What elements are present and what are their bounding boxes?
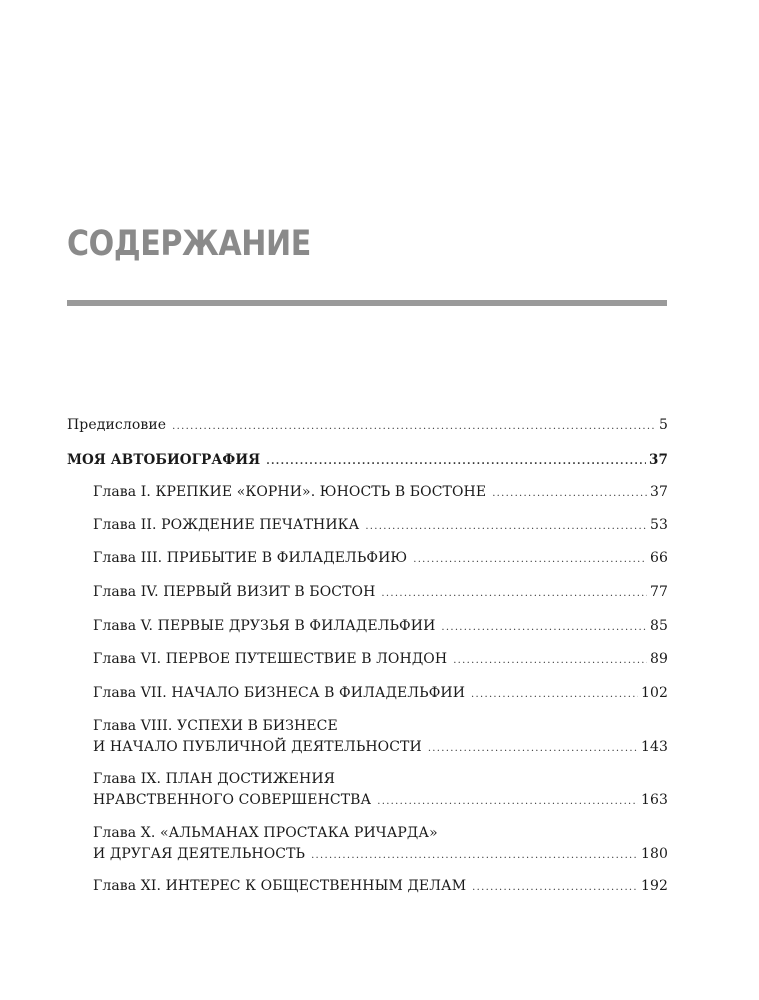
dot-leader [472,878,638,898]
toc-entry-page: 5 [658,417,668,433]
toc-entry-chapter-5[interactable] [93,616,668,638]
dot-leader [492,484,647,504]
toc-entry-page: 37 [649,484,668,500]
toc-entry-title: Глава II. РОЖДЕНИЕ ПЕЧАТНИКА [93,517,360,533]
toc-entry-chapter-10[interactable] [93,823,668,866]
dot-leader [266,452,646,472]
toc-entry-page: 102 [640,685,668,701]
toc-entry-page: 53 [649,517,668,533]
toc-entry-page: 37 [649,452,668,468]
toc-entry-title-line-2: И ДРУГАЯ ДЕЯТЕЛЬНОСТЬ [93,846,306,862]
toc-entry-chapter-1[interactable] [93,482,668,504]
toc-entry-page: 163 [640,792,668,808]
toc-entry-chapter-4[interactable] [93,582,668,604]
toc-entry-preface[interactable] [67,415,668,437]
dot-leader [365,517,647,537]
dot-leader [453,651,647,671]
toc-entry-title-line-1: Глава VIII. УСПЕХИ В БИЗНЕСЕ [93,718,338,734]
toc-entry-chapter-3[interactable] [93,548,668,570]
toc-entry-title: Глава I. КРЕПКИЕ «КОРНИ». ЮНОСТЬ В БОСТОНЕ [93,484,487,500]
page-title: СОДЕРЖАНИЕ [67,224,311,264]
toc-entry-page: 85 [649,618,668,634]
dot-leader [311,846,638,866]
toc-entry-chapter-6[interactable] [93,649,668,671]
dot-leader [172,417,656,437]
toc-entry-page: 143 [640,739,668,755]
toc-entry-title: Глава III. ПРИБЫТИЕ В ФИЛАДЕЛЬФИЮ [93,550,408,566]
toc-entry-chapter-9[interactable] [93,769,668,812]
toc-entry-title-line-1: Глава IX. ПЛАН ДОСТИЖЕНИЯ [93,771,336,787]
toc-entry-chapter-11[interactable] [93,876,668,898]
toc-entry-title: Глава IV. ПЕРВЫЙ ВИЗИТ В БОСТОН [93,584,376,600]
toc-entry-part-autobiography[interactable] [67,450,668,472]
toc-entry-chapter-7[interactable] [93,683,668,705]
dot-leader [413,550,647,570]
toc-entry-title: Глава VII. НАЧАЛО БИЗНЕСА В ФИЛАДЕЛЬФИИ [93,685,466,701]
dot-leader [441,618,647,638]
dot-leader [377,792,638,812]
toc-entry-title: МОЯ АВТОБИОГРАФИЯ [67,452,261,468]
toc-entry-chapter-8[interactable] [93,716,668,759]
dot-leader [381,584,647,604]
toc-entry-title: Предисловие [67,417,167,433]
toc-entry-page: 180 [640,846,668,862]
toc-entry-title-line-2: НРАВСТВЕННОГО СОВЕРШЕНСТВА [93,792,372,808]
toc-entry-page: 77 [649,584,668,600]
dot-leader [471,685,638,705]
toc-entry-title: Глава VI. ПЕРВОЕ ПУТЕШЕСТВИЕ В ЛОНДОН [93,651,448,667]
toc-entry-title: Глава XI. ИНТЕРЕС К ОБЩЕСТВЕННЫМ ДЕЛАМ [93,878,467,894]
toc-entry-title-line-2: И НАЧАЛО ПУБЛИЧНОЙ ДЕЯТЕЛЬНОСТИ [93,739,422,755]
dot-leader [428,739,638,759]
toc-entry-chapter-2[interactable] [93,515,668,537]
toc-entry-page: 89 [649,651,668,667]
toc-entry-title-line-1: Глава X. «АЛЬМАНАХ ПРОСТАКА РИЧАРДА» [93,825,438,841]
toc-entry-title: Глава V. ПЕРВЫЕ ДРУЗЬЯ В ФИЛАДЕЛЬФИИ [93,618,436,634]
toc-entry-page: 66 [649,550,668,566]
toc-entry-page: 192 [640,878,668,894]
